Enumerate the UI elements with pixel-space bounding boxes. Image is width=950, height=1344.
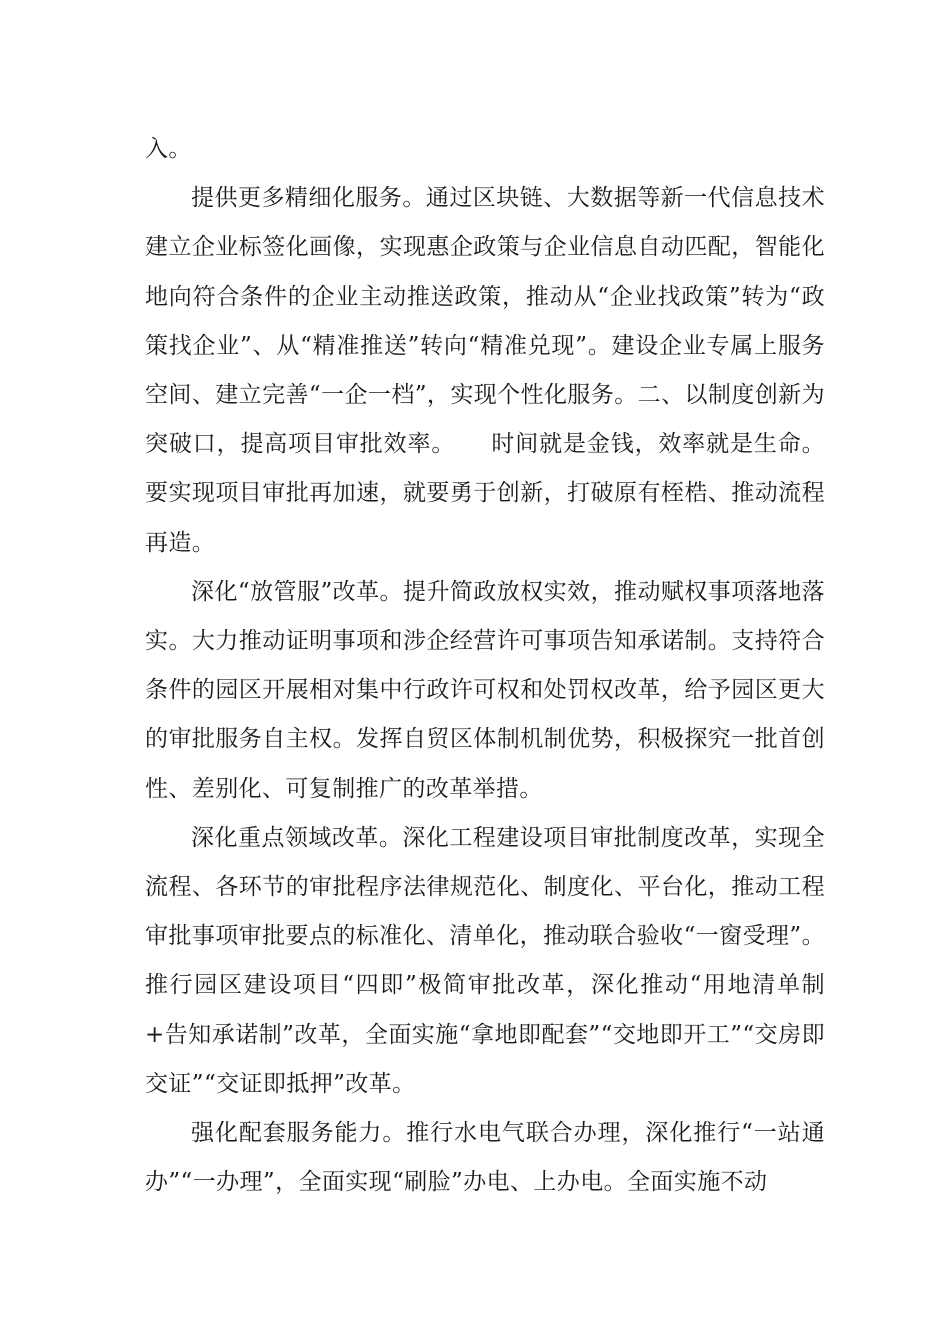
document-body bbox=[145, 125, 825, 1207]
paragraph-supporting-services: 强化配套服务能力。推行水电气联合办理，深化推行“一站通办”“一办理”，全面实现“刷脸”办电、上办电。全面实施不动 bbox=[145, 1120, 825, 1196]
paragraph-refined-services: 提供更多精细化服务。通过区块链、大数据等新一代信息技术建立企业标签化画像，实现惠企政策与企业信息自动匹配，智能化地向符合条件的企业主动推送政策，推动从“企业找政策”转为“政策找企业”、从“精准推送”转向“精准兑现”。建设企业专属上服务空间、建立完善“一企一档”，实现个性化服务。二、以制度创新为突破口，提高项目审批效率。 时间就是金钱，效率就是生命。要实现项目审批再加速，就要勇于创新，打破原有桎梏、推动流程再造。 bbox=[145, 185, 825, 556]
paragraph-fangguanfu-reform: 深化“放管服”改革。提升简政放权实效，推动赋权事项落地落实。大力推动证明事项和涉企经营许可事项告知承诺制。支持符合条件的园区开展相对集中行政许可权和处罚权改革，给予园区更大的审批服务自主权。发挥自贸区体制机制优势，积极探究一批首创性、差别化、可复制推广的改革举措。 bbox=[145, 578, 825, 802]
paragraph-key-area-reform: 深化重点领域改革。深化工程建设项目审批制度改革，实现全流程、各环节的审批程序法律规范化、制度化、平台化，推动工程审批事项审批要点的标准化、清单化，推动联合验收“一窗受理”。推行园区建设项目“四即”极简审批改革，深化推动“用地清单制+告知承诺制”改革，全面实施“拿地即配套”“交地即开工”“交房即交证”“交证即抵押”改革。 bbox=[145, 824, 825, 1097]
paragraph-continuation: 入。 bbox=[145, 136, 192, 162]
